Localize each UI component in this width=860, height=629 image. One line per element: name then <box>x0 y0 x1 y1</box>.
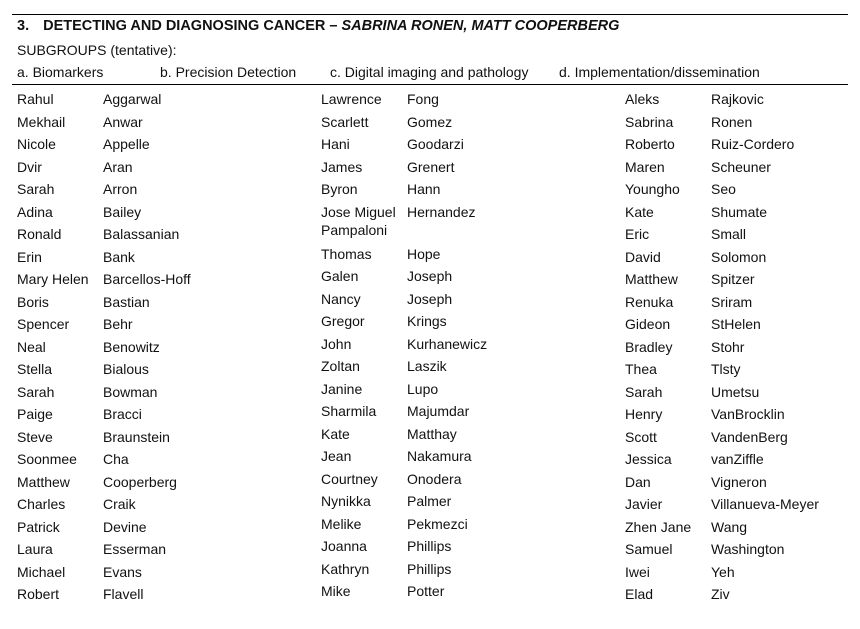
first-name <box>17 315 69 333</box>
last-name: Laszik <box>407 358 447 374</box>
section-authors: SABRINA RONEN, MATT COOPERBERG <box>341 18 620 34</box>
first-name-line: Hani <box>321 136 350 152</box>
last-name: Aran <box>103 158 133 175</box>
last-name: Villanueva-Meyer <box>711 496 819 512</box>
last-name: Hernandez <box>407 203 476 220</box>
first-name-line: Sarah <box>17 181 55 197</box>
last-name: Cha <box>103 451 129 467</box>
first-name-line: Sharmila <box>321 403 377 419</box>
first-name <box>321 402 376 420</box>
last-name: Bowman <box>103 383 158 400</box>
first-name <box>17 450 77 468</box>
last-name: VandenBerg <box>711 428 788 445</box>
last-name: Devine <box>103 518 147 535</box>
first-name <box>321 290 361 308</box>
first-name-line: Mike <box>321 583 351 599</box>
first-name-line: Bradley <box>625 338 673 355</box>
last-name: Bastian <box>103 293 150 310</box>
last-name: vanZiffle <box>711 451 764 467</box>
first-name <box>17 518 60 536</box>
last-name: Evans <box>103 563 142 580</box>
first-name <box>625 585 653 603</box>
section-title: DETECTING AND DIAGNOSING CANCER – <box>43 18 338 34</box>
last-name: Aggarwal <box>103 91 162 107</box>
first-name <box>17 248 42 266</box>
first-name-line: Roberto <box>625 136 675 152</box>
first-name-line: Neal <box>17 338 46 355</box>
first-name-line: Elad <box>625 586 654 602</box>
first-name-line: Nynikka <box>321 493 371 509</box>
first-name-line: Kate <box>625 203 654 220</box>
last-name: Bracci <box>103 406 142 422</box>
first-name <box>17 405 53 423</box>
first-name-line: Byron <box>321 181 358 197</box>
first-name-line: Maren <box>625 158 665 175</box>
first-name-line: Robert <box>17 586 60 602</box>
first-name-line: Nicole <box>17 136 56 152</box>
first-name-line: Zhen Jane <box>625 518 692 535</box>
first-name-line: Gideon <box>625 316 671 332</box>
first-name <box>625 90 659 108</box>
first-name <box>321 135 350 153</box>
first-name <box>17 495 65 513</box>
first-name <box>321 267 358 285</box>
first-name-line: Zoltan <box>321 358 360 374</box>
first-name-line: Matthew <box>625 271 678 287</box>
first-name <box>17 383 54 401</box>
first-name-line: Javier <box>625 496 663 512</box>
first-name-line: Laura <box>17 541 53 557</box>
first-name-line: Thomas <box>321 245 372 262</box>
last-name: Joseph <box>407 268 453 284</box>
last-name: Ziv <box>711 586 730 602</box>
first-name-line: Mekhail <box>17 113 66 130</box>
first-name <box>625 383 662 401</box>
first-name <box>625 270 678 288</box>
first-name-line: Jessica <box>625 451 672 467</box>
last-name: Shumate <box>711 203 768 220</box>
first-name-line: Dan <box>625 473 651 490</box>
first-name <box>625 225 649 243</box>
first-name-line: Stella <box>17 361 53 377</box>
first-name <box>625 428 657 446</box>
first-name-line: Boris <box>17 293 49 310</box>
first-name-line: Jean <box>321 448 352 464</box>
last-name: Tlsty <box>711 361 741 377</box>
first-name <box>321 90 382 108</box>
last-name: Kurhanewicz <box>407 335 488 352</box>
last-name: Flavell <box>103 586 144 602</box>
first-name-line: Kathryn <box>321 560 370 577</box>
section-heading <box>17 18 619 34</box>
last-name: Craik <box>103 496 136 512</box>
first-name <box>321 470 378 488</box>
last-name: Phillips <box>407 538 452 554</box>
first-name <box>321 582 351 600</box>
last-name: Sriram <box>711 293 753 310</box>
first-name <box>625 135 675 153</box>
last-name: Vigneron <box>711 473 767 490</box>
first-name-line: Patrick <box>17 518 60 535</box>
last-name: Spitzer <box>711 271 755 287</box>
first-name <box>625 563 650 581</box>
last-name: Grenert <box>407 158 455 175</box>
last-name: Scheuner <box>711 158 771 175</box>
last-name: Wang <box>711 518 748 535</box>
first-name <box>17 563 65 581</box>
first-name <box>321 312 365 330</box>
first-name-line: Gregor <box>321 313 365 329</box>
first-name <box>17 360 52 378</box>
first-name-line: Courtney <box>321 470 378 487</box>
last-name: Rajkovic <box>711 91 764 107</box>
first-name-line: Erin <box>17 248 42 265</box>
last-name: Majumdar <box>407 403 470 419</box>
first-name-line: Lawrence <box>321 91 382 107</box>
subgroup-biomarkers: a. Biomarkers <box>17 64 104 80</box>
last-name: Fong <box>407 91 439 107</box>
first-name <box>17 473 70 491</box>
first-name-line: David <box>625 248 661 265</box>
first-name-line: Scott <box>625 428 657 445</box>
last-name: Palmer <box>407 493 452 509</box>
first-name <box>17 293 49 311</box>
last-name: Nakamura <box>407 448 472 464</box>
first-name <box>625 158 665 176</box>
last-name: Washington <box>711 541 785 557</box>
first-name <box>17 428 53 446</box>
first-name <box>17 585 59 603</box>
last-name: Ronen <box>711 113 753 130</box>
last-name: Benowitz <box>103 338 160 355</box>
first-name-line: Joanna <box>321 538 367 554</box>
first-name <box>17 135 56 153</box>
subgroup-precision-detection: b. Precision Detection <box>160 64 297 80</box>
last-name: Small <box>711 226 747 242</box>
first-name-line: James <box>321 158 363 175</box>
first-name <box>17 158 42 176</box>
last-name: Bailey <box>103 203 142 220</box>
first-name <box>625 473 651 491</box>
first-name <box>17 203 53 221</box>
first-name-line: Spencer <box>17 316 70 332</box>
first-name <box>625 518 691 536</box>
last-name: Gomez <box>407 113 453 130</box>
first-name <box>17 270 89 288</box>
first-name <box>625 180 680 198</box>
first-name <box>17 225 61 243</box>
first-name-line: Michael <box>17 563 66 580</box>
first-name <box>321 113 368 131</box>
first-name <box>625 203 654 221</box>
first-name-line: Eric <box>625 226 650 242</box>
first-name-line: Paige <box>17 406 53 422</box>
first-name <box>17 540 53 558</box>
first-name-line: Sarah <box>625 383 663 400</box>
first-name <box>321 425 350 443</box>
first-name <box>625 540 672 558</box>
first-name <box>321 560 369 578</box>
first-name <box>625 495 662 513</box>
first-name-line: Adina <box>17 203 53 220</box>
first-name <box>17 90 54 108</box>
last-name: Appelle <box>103 136 150 152</box>
first-name-line: Iwei <box>625 563 650 580</box>
first-name-line: Aleks <box>625 91 660 107</box>
last-name: Ruiz-Cordero <box>711 136 795 152</box>
first-name <box>625 113 673 131</box>
last-name: Potter <box>407 583 445 599</box>
first-name-line: Thea <box>625 361 657 377</box>
last-name: Bank <box>103 248 135 265</box>
section-number: 3. <box>17 18 30 34</box>
first-name <box>625 293 673 311</box>
first-name-line: Renuka <box>625 293 674 310</box>
last-name: Goodarzi <box>407 136 464 152</box>
last-name: Pekmezci <box>407 515 468 532</box>
last-name: StHelen <box>711 316 761 332</box>
first-name <box>625 338 672 356</box>
first-name-line: Steve <box>17 428 53 445</box>
first-name <box>321 180 358 198</box>
last-name: Onodera <box>407 470 462 487</box>
first-name-line: Rahul <box>17 91 54 107</box>
first-name-line: Mary Helen <box>17 271 89 287</box>
first-name-line: Scarlett <box>321 113 369 130</box>
first-name-line: Dvir <box>17 158 42 175</box>
last-name: Behr <box>103 316 133 332</box>
first-name-line: Sabrina <box>625 113 674 130</box>
last-name: Yeh <box>711 563 735 580</box>
last-name: Matthay <box>407 425 457 442</box>
first-name-line: Matthew <box>17 473 70 490</box>
last-name: Joseph <box>407 290 453 307</box>
last-name: Stohr <box>711 338 745 355</box>
last-name: Arron <box>103 181 138 197</box>
first-name-line: John <box>321 335 352 352</box>
first-name <box>321 492 371 510</box>
first-name-line: Janine <box>321 380 363 397</box>
top-rule <box>12 14 848 15</box>
last-name: Barcellos-Hoff <box>103 271 191 287</box>
last-name: Anwar <box>103 113 143 130</box>
first-name-line: Kate <box>321 425 350 442</box>
first-name <box>321 537 367 555</box>
last-name: Solomon <box>711 248 767 265</box>
last-name: Braunstein <box>103 428 170 445</box>
first-name <box>321 335 351 353</box>
first-name <box>321 357 360 375</box>
subgroup-digital-imaging: c. Digital imaging and pathology <box>330 64 529 80</box>
first-name <box>17 113 65 131</box>
last-name: Cooperberg <box>103 473 177 490</box>
subgroups-label: SUBGROUPS (tentative): <box>17 42 177 58</box>
first-name-line: Galen <box>321 268 359 284</box>
first-name-line: Samuel <box>625 541 673 557</box>
last-name: Lupo <box>407 380 439 397</box>
first-name-line: Ronald <box>17 226 62 242</box>
last-name: Umetsu <box>711 383 760 400</box>
last-name: Bialous <box>103 361 149 377</box>
first-name <box>625 248 661 266</box>
first-name-line: Henry <box>625 406 663 422</box>
last-name: Hann <box>407 181 441 197</box>
first-name-line: Nancy <box>321 290 361 307</box>
first-name <box>321 515 361 533</box>
last-name: Phillips <box>407 560 452 577</box>
first-name-line: Charles <box>17 496 66 512</box>
subgroup-implementation: d. Implementation/dissemination <box>559 64 760 80</box>
last-name: Esserman <box>103 541 167 557</box>
first-name <box>321 447 351 465</box>
last-name: Seo <box>711 181 736 197</box>
last-name: Balassanian <box>103 226 180 242</box>
first-name-line: Sarah <box>17 383 55 400</box>
first-name <box>321 158 362 176</box>
last-name: Krings <box>407 313 447 329</box>
last-name: VanBrocklin <box>711 406 785 422</box>
first-name <box>625 405 662 423</box>
first-name <box>17 180 54 198</box>
first-name <box>321 380 362 398</box>
last-name: Hope <box>407 245 441 262</box>
header-rule <box>12 84 848 85</box>
first-name-line: Melike <box>321 515 362 532</box>
first-name-line: Jose Miguel <box>321 203 396 220</box>
first-name <box>17 338 46 356</box>
first-name <box>321 203 396 239</box>
first-name <box>625 315 670 333</box>
first-name-line: Soonmee <box>17 451 77 467</box>
first-name-line: Youngho <box>625 181 680 197</box>
first-name <box>625 450 672 468</box>
first-name <box>625 360 657 378</box>
first-name-line-2: Pampaloni <box>321 221 388 238</box>
first-name <box>321 245 372 263</box>
